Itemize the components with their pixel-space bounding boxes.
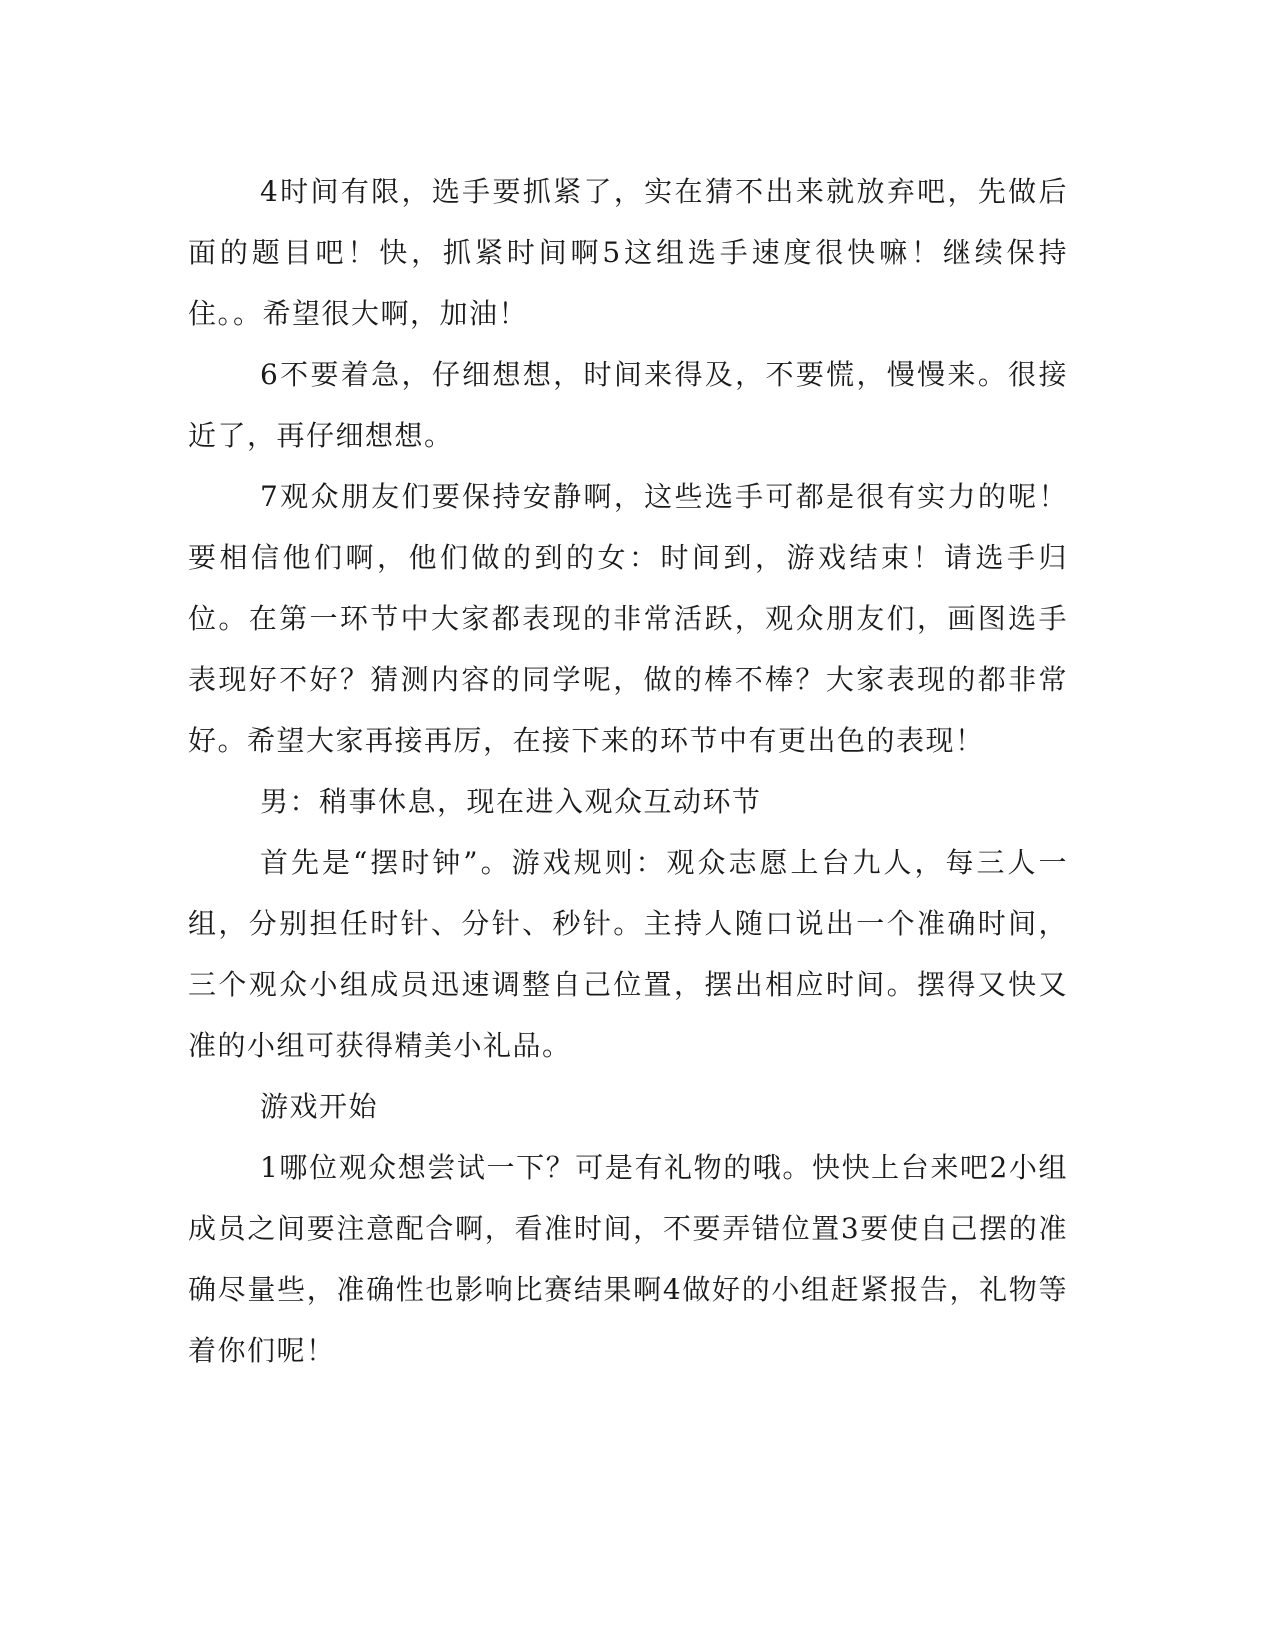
paragraph-clock-game-rules: 首先是“摆时钟”。游戏规则：观众志愿上台九人，每三人一组，分别担任时针、分针、秒针。主持人随口说出一个准确时间，三个观众小组成员迅速调整自己位置，摆出相应时间。摆得又快又准的小组可获得精美小礼品。 bbox=[188, 846, 1068, 1062]
paragraph-host-prompt-7-and-round-end: 7观众朋友们要保持安静啊，这些选手可都是很有实力的呢！要相信他们啊，他们做的到的女：时间到，游戏结束！请选手归位。在第一环节中大家都表现的非常活跃，观众朋友们，画图选手表现好不好？猜测内容的同学呢，做的棒不棒？大家表现的都非常好。希望大家再接再厉，在接下来的环节中有更出色的表现！ bbox=[188, 480, 1068, 757]
paragraph-clock-game-prompts: 1哪位观众想尝试一下？可是有礼物的哦。快快上台来吧2小组成员之间要注意配合啊，看准时间，不要弄错位置3要使自己摆的准确尽量些，准确性也影响比赛结果啊4做好的小组赶紧报告，礼物等着你们呢！ bbox=[188, 1151, 1068, 1367]
paragraph-game-start: 游戏开始 bbox=[260, 1090, 379, 1123]
document-body bbox=[188, 161, 1068, 1381]
paragraph-host-prompts-4-5: 4时间有限，选手要抓紧了，实在猜不出来就放弃吧，先做后面的题目吧！快，抓紧时间啊5这组选手速度很快嘛！继续保持住。。希望很大啊，加油！ bbox=[188, 175, 1068, 330]
paragraph-host-prompt-6: 6不要着急，仔细想想，时间来得及，不要慌，慢慢来。很接近了，再仔细想想。 bbox=[188, 358, 1068, 452]
paragraph-male-host-intermission: 男：稍事休息，现在进入观众互动环节 bbox=[260, 785, 762, 818]
